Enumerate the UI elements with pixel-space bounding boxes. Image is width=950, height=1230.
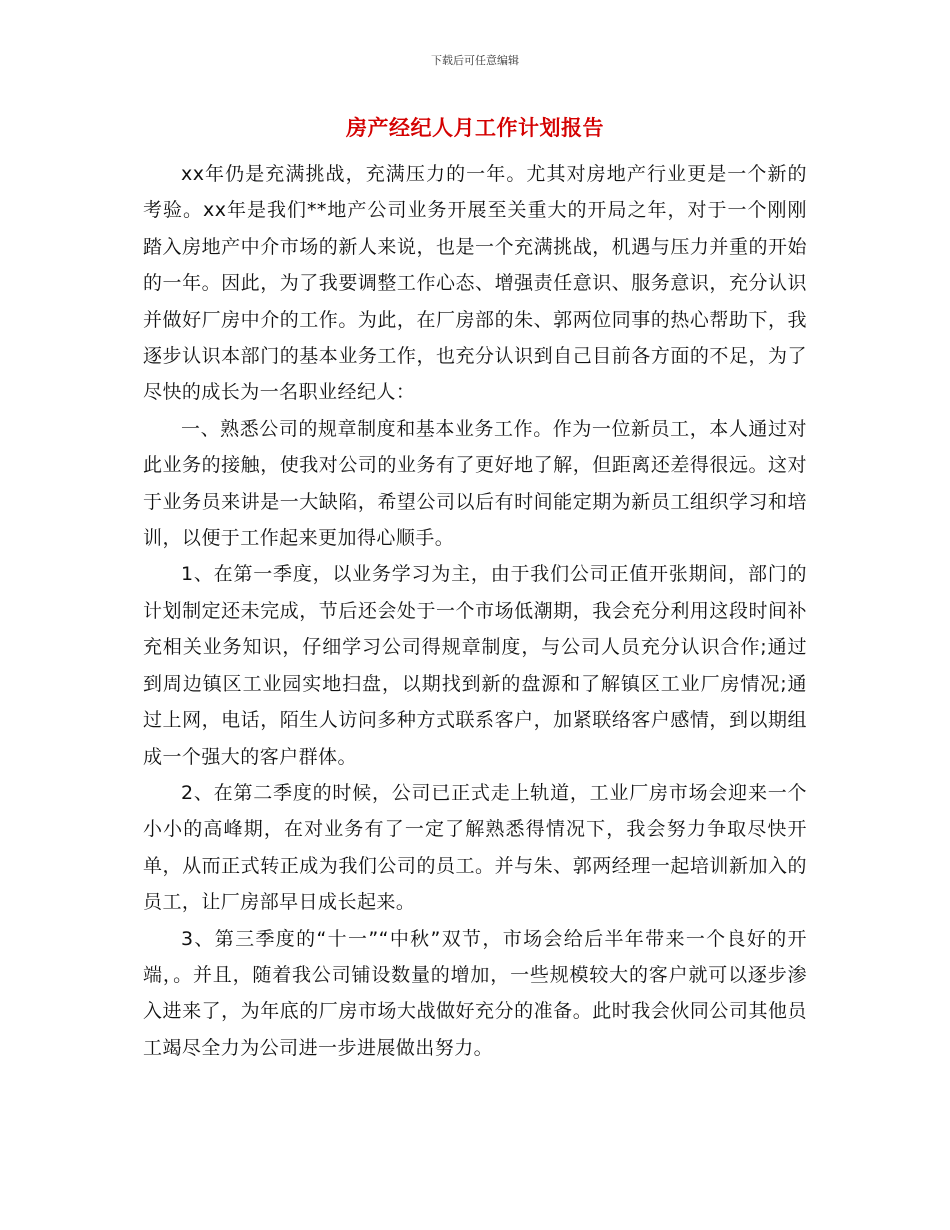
paragraph-q2: 2、在第二季度的时候，公司已正式走上轨道，工业厂房市场会迎来一个小小的高峰期，在对业务有了一定了解熟悉得情况下，我会努力争取尽快开单，从而正式转正成为我们公司的员工。并与朱、郭两经理一起培训新加入的员工，让厂房部早日成长起来。 (143, 781, 807, 914)
paragraph-intro: xx年仍是充满挑战，充满压力的一年。尤其对房地产行业更是一个新的考验。xx年是我们**地产公司业务开展至关重大的开局之年，对于一个刚刚踏入房地产中介市场的新人来说，也是一个充满挑战，机遇与压力并重的开始的一年。因此，为了我要调整工作心态、增强责任意识、服务意识，充分认识并做好厂房中介的工作。为此，在厂房部的朱、郭两位同事的热心帮助下，我逐步认识本部门的基本业务工作，也充分认识到自己目前各方面的不足，为了尽快的成长为一名职业经纪人： (143, 163, 807, 404)
header-note: 下载后可任意编辑 (431, 54, 519, 67)
document-title: 房产经纪人月工作计划报告 (346, 115, 604, 140)
document-body (143, 156, 807, 1066)
paragraph-q3: 3、第三季度的“十一”“中秋”双节，市场会给后半年带来一个良好的开端，。并且，随着我公司铺设数量的增加，一些规模较大的客户就可以逐步渗入进来了，为年底的厂房市场大战做好充分的准备。此时我会伙同公司其他员工竭尽全力为公司进一步进展做出努力。 (143, 927, 807, 1059)
paragraph-section-one: 一、熟悉公司的规章制度和基本业务工作。作为一位新员工，本人通过对此业务的接触，使我对公司的业务有了更好地了解，但距离还差得很远。这对于业务员来讲是一大缺陷，希望公司以后有时间能定期为新员工组织学习和培训，以便于工作起来更加得心顺手。 (143, 417, 807, 550)
paragraph-q1: 1、在第一季度，以业务学习为主，由于我们公司正值开张期间，部门的计划制定还未完成，节后还会处于一个市场低潮期，我会充分利用这段时间补充相关业务知识，仔细学习公司得规章制度，与公司人员充分认识合作;通过到周边镇区工业园实地扫盘，以期找到新的盘源和了解镇区工业厂房情况;通过上网，电话，陌生人访问多种方式联系客户，加紧联络客户感情，到以期组成一个强大的客户群体。 (143, 563, 807, 768)
